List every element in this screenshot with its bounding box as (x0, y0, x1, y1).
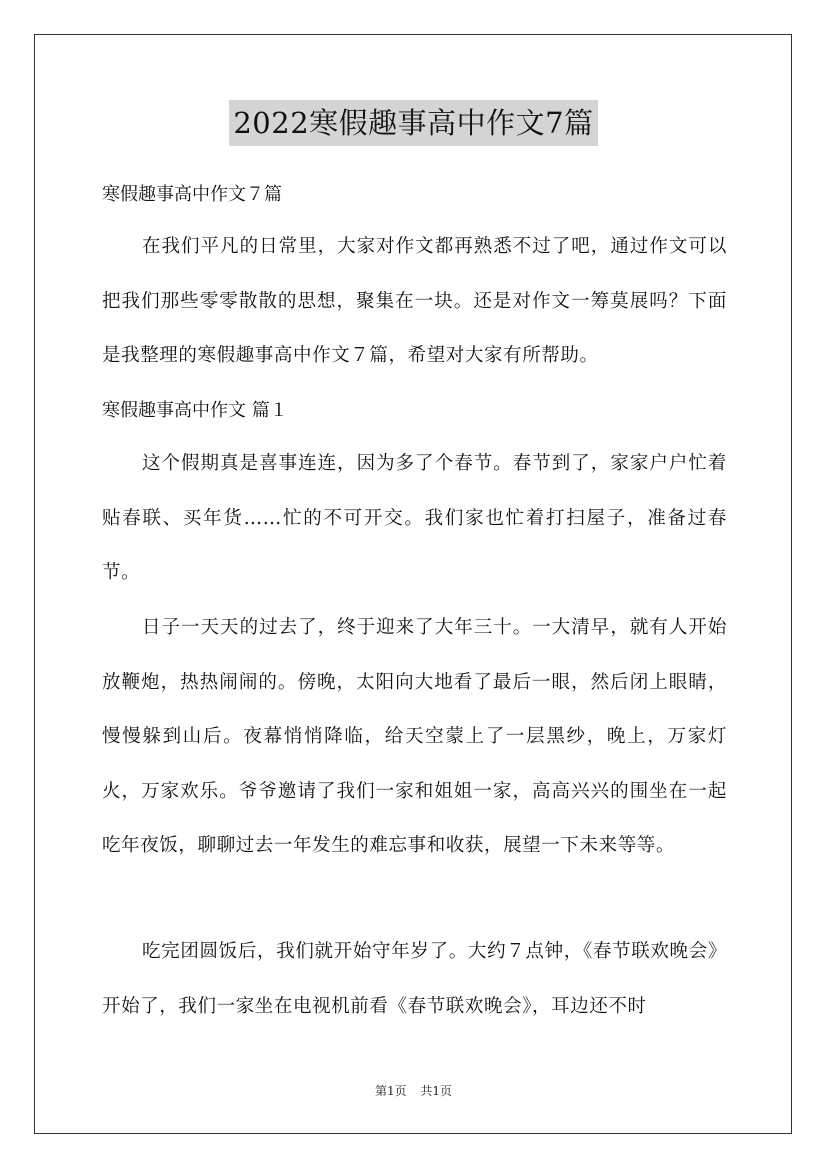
page-total: 共1页 (420, 1084, 453, 1098)
body-paragraph-2: 日子一天天的过去了，终于迎来了大年三十。一大清早，就有人开始放鞭炮，热热闹闹的。傍晚，太阳向大地看了最后一眼，然后闭上眼睛，慢慢躲到山后。夜幕悄悄降临，给天空蒙上了一层黑纱，晚上，万家灯火，万家欢乐。爷爷邀请了我们一家和姐姐一家，高高兴兴的围坐在一起吃年夜饭，聊聊过去一年发生的难忘事和收获，展望一下未来等等。 (102, 617, 727, 856)
page-number: 第1页 (374, 1084, 407, 1098)
title-container (0, 100, 827, 146)
document-title: 2022寒假趣事高中作文7篇 (229, 100, 597, 146)
section-heading: 寒假趣事高中作文 篇１ (102, 400, 288, 421)
intro-paragraph: 在我们平凡的日常里，大家对作文都再熟悉不过了吧，通过作文可以把我们那些零零散散的思想，聚集在一块。还是对作文一筹莫展吗？下面是我整理的寒假趣事高中作文７篇，希望对大家有所帮助。 (102, 236, 727, 366)
body-paragraph-1: 这个假期真是喜事连连，因为多了个春节。春节到了，家家户户忙着贴春联、买年货……忙的不可开交。我们家也忙着打扫屋子，准备过春节。 (102, 453, 727, 583)
document-subtitle: 寒假趣事高中作文７篇 (102, 184, 282, 205)
page-footer (0, 1082, 827, 1099)
body-paragraph-3: 吃完团圆饭后，我们就开始守年岁了。大约７点钟，《春节联欢晚会》开始了，我们一家坐在电视机前看《春节联欢晚会》，耳边还不时 (102, 941, 727, 1017)
